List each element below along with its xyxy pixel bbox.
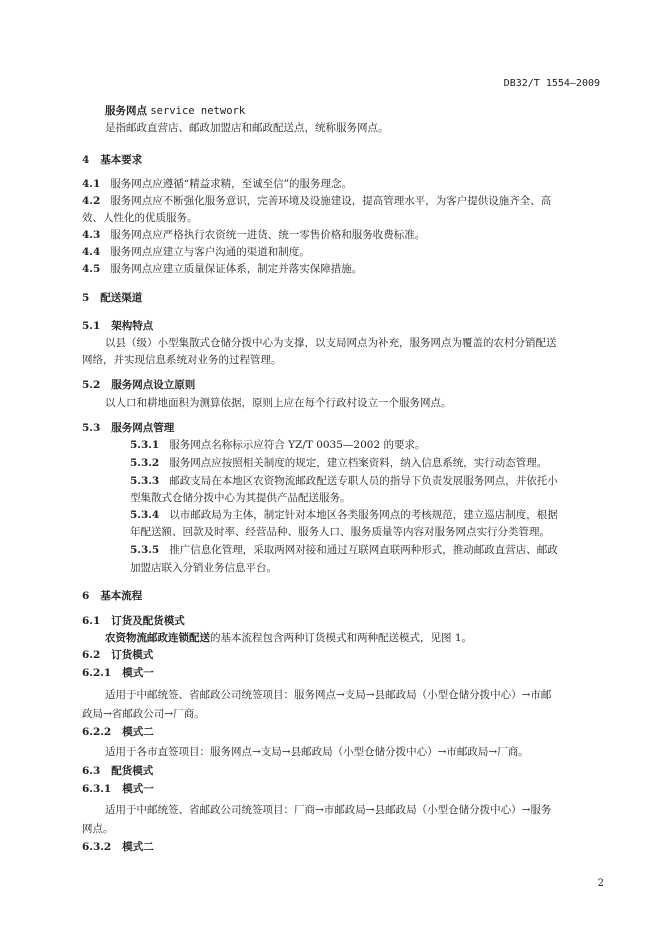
section-5-2-heading: 5.2 服务网点设立原则 [82, 379, 196, 391]
clause-4-2-cont: 效、人性化的优质服务。 [82, 212, 198, 224]
clause-5-3-4: 5.3.4 以市邮政局为主体，制定针对本地区各类服务网点的考核规范，建立巡店制度，根据 [130, 509, 558, 521]
clause-5-3-4-cont: 年配送额、回款及时率、经营品种、服务人口、服务质量等内容对服务网点实行分类管理。 [130, 526, 550, 538]
section-5-1-line2: 网络，并实现信息系统对业务的过程管理。 [82, 354, 282, 366]
section-6-2-heading: 6.2 订货模式 [82, 649, 154, 661]
section-6-3-1-heading: 6.3.1 模式一 [82, 783, 154, 795]
clause-5-3-2: 5.3.2 服务网点应按照相关制度的规定，建立档案资料，纳入信息系统，实行动态管理。 [130, 457, 548, 469]
section-6-1-text: 农资物流邮政连锁配送的基本流程包含两种订货模式和两种配送模式，见图 1。 [105, 632, 473, 644]
section-4-heading: 4 基本要求 [82, 154, 143, 166]
section-6-3-heading: 6.3 配货模式 [82, 765, 154, 777]
clause-5-3-3-cont: 型集散式仓储分拨中心为其提供产品配送服务。 [130, 492, 351, 504]
term-definition: 是指邮政直营店、邮政加盟店和邮政配送点，统称服务网点。 [105, 122, 389, 134]
section-5-1-line1: 以县（级）小型集散式仓储分拨中心为支撑，以支局网点为补充，服务网点为覆盖的农村分销配送 [105, 337, 557, 349]
clause-5-3-5: 5.3.5 推广信息化管理，采取两网对接和通过互联网直联两种形式，推动邮政直营店、邮政 [130, 544, 558, 556]
clause-4-2: 4.2 服务网点应不断强化服务意识，完善环境及设施建设，提高管理水平，为客户提供设施齐全、高 [82, 195, 552, 207]
clause-5-3-1: 5.3.1 服务网点名称标示应符合 YZ/T 0035—2002 的要求。 [130, 439, 426, 451]
clause-5-3-5-cont: 加盟店联入分销业务信息平台。 [130, 562, 277, 574]
page-number: 2 [597, 878, 604, 889]
clause-5-3-3: 5.3.3 邮政支局在本地区农资物流邮政配送专职人员的指导下负责发展服务网点，并依托小 [130, 475, 558, 487]
section-5-heading: 5 配送渠道 [82, 292, 143, 304]
section-6-3-2-heading: 6.3.2 模式二 [82, 841, 154, 853]
section-6-2-1-line2: 政局→省邮政公司→厂商。 [82, 708, 205, 720]
clause-4-5: 4.5 服务网点应建立质量保证体系，制定并落实保障措施。 [82, 263, 363, 275]
section-5-2-line1: 以人口和耕地面积为测算依据，原则上应在每个行政村设立一个服务网点。 [105, 397, 452, 409]
section-6-2-2-line1: 适用于各市直签项目：服务网点→支局→县邮政局（小型仓储分拨中心）→市邮政局→厂商。 [105, 746, 529, 758]
section-6-3-1-line1: 适用于中邮统签、省邮政公司统签项目：厂商→市邮政局→县邮政局（小型仓储分拨中心）→服务 [105, 804, 552, 816]
clause-4-3: 4.3 服务网点应严格执行农资统一进货、统一零售价格和服务收费标准。 [82, 229, 426, 241]
clause-4-4: 4.4 服务网点应建立与客户沟通的渠道和制度。 [82, 246, 310, 258]
section-6-1-heading: 6.1 订货及配货模式 [82, 615, 185, 627]
section-5-3-heading: 5.3 服务网点管理 [82, 422, 175, 434]
term-line [105, 104, 245, 118]
section-6-2-1-line1: 适用于中邮统签、省邮政公司统签项目：服务网点→支局→县邮政局（小型仓储分拨中心）→市邮 [105, 689, 552, 701]
term-en: service network [150, 105, 246, 117]
section-6-2-1-heading: 6.2.1 模式一 [82, 667, 154, 679]
document-code: DB32/T 1554—2009 [503, 78, 600, 89]
section-6-heading: 6 基本流程 [82, 590, 143, 602]
term-cn: 服务网点 [105, 105, 147, 117]
section-5-1-heading: 5.1 架构特点 [82, 320, 154, 332]
clause-4-1: 4.1 服务网点应遵循“精益求精，至诚至信”的服务理念。 [82, 178, 353, 190]
section-6-3-1-line2: 网点。 [82, 823, 114, 835]
section-6-2-2-heading: 6.2.2 模式二 [82, 726, 154, 738]
